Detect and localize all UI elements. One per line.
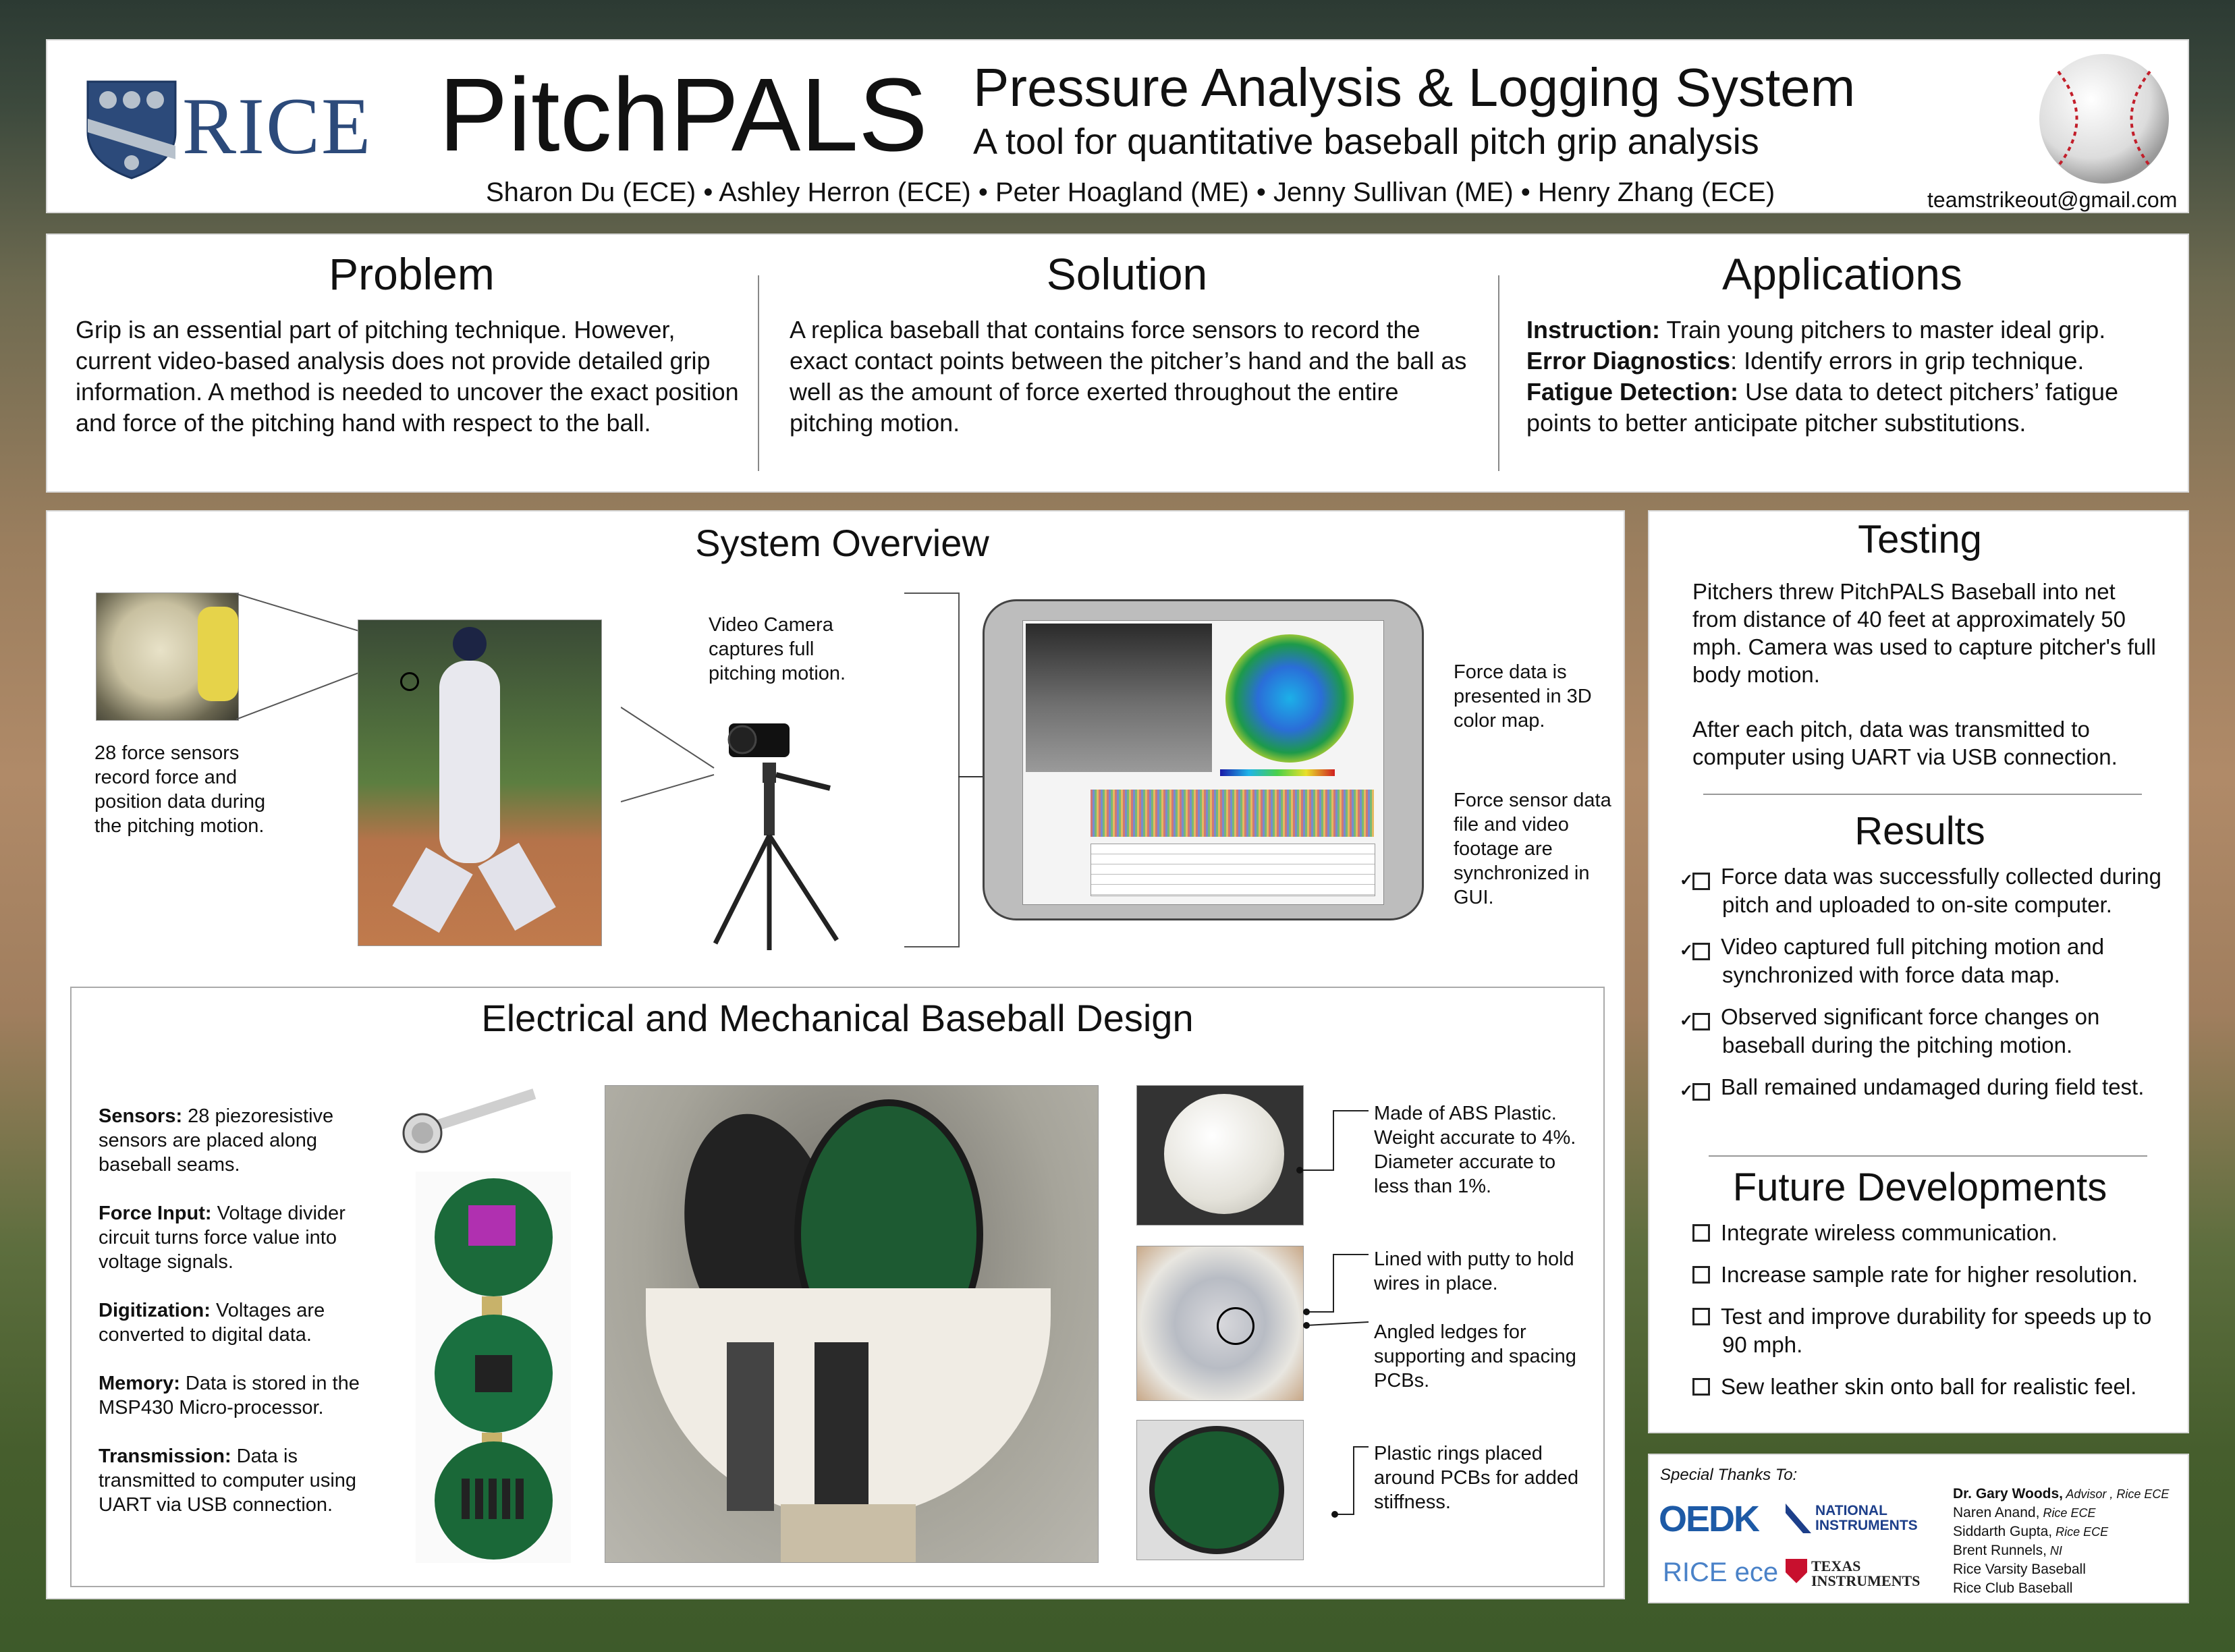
pitcher-photo xyxy=(358,620,602,946)
testing-text-2: After each pitch, data was transmitted to computer using UART via USB connection. xyxy=(1692,717,2118,769)
ni-eagle-icon xyxy=(1783,1501,1814,1536)
design-item: Memory: Data is stored in the MSP430 Micro-processor. xyxy=(99,1373,360,1419)
bracket xyxy=(904,593,960,947)
thanks-heading: Special Thanks To: xyxy=(1660,1466,1798,1484)
future-heading: Future Developments xyxy=(1732,1165,2107,1209)
thanks-person: Siddarth Gupta, Rice ECE xyxy=(1953,1524,2109,1539)
checked-box-icon: ✓ xyxy=(1692,1083,1710,1101)
divider xyxy=(1703,794,2142,795)
design-item: Digitization: Voltages are converted to digital data. xyxy=(99,1300,325,1346)
video-frame xyxy=(1026,624,1212,772)
poster-subtitle: Pressure Analysis & Logging System xyxy=(973,57,1856,117)
rings-caption: Plastic rings placed around PCBs for added stiffness. xyxy=(1374,1443,1579,1513)
design-item: Force Input: Voltage divider circuit turns force value into voltage signals. xyxy=(99,1203,346,1273)
design-heading: Electrical and Mechanical Baseball Design xyxy=(481,997,1194,1039)
application-item: Error Diagnostics: Identify errors in grip technique. xyxy=(1526,347,2085,375)
thanks-people xyxy=(1953,1485,2186,1598)
testing-text-1: Pitchers threw PitchPALS Baseball into net from distance of 40 feet at approximately 50 mph. Camera was used to capture pitcher's full body motion. xyxy=(1692,579,2156,687)
bullet: • xyxy=(703,177,713,207)
connector-lines xyxy=(621,687,715,822)
thanks-person: Brent Runnels, NI xyxy=(1953,1543,2062,1558)
force-plot xyxy=(1091,790,1374,837)
oedk-logo: OEDK xyxy=(1659,1499,1759,1539)
bullet: • xyxy=(978,177,988,207)
team-email: teamstrikeout@gmail.com xyxy=(1927,188,2178,212)
force-caption: Force data is presented in 3D color map. xyxy=(1454,661,1592,732)
thanks-person: Rice Varsity Baseball xyxy=(1953,1562,2086,1577)
camera-caption: Video Camera captures full pitching motion. xyxy=(709,614,846,684)
empty-box-icon xyxy=(1692,1266,1710,1284)
design-list xyxy=(99,1104,382,1517)
result-item: ✓ Force data was successfully collected during pitch and uploaded to on-site computer. xyxy=(1679,864,2161,917)
design-panel xyxy=(70,987,1605,1587)
baseball-icon xyxy=(2031,51,2177,186)
future-item: Increase sample rate for higher resolution. xyxy=(1692,1261,2178,1289)
ledges-caption: Angled ledges for supporting and spacing PCBs. xyxy=(1374,1321,1576,1392)
pcb-stack-photo xyxy=(416,1172,571,1563)
future-item: Sew leather skin onto ball for realistic feel. xyxy=(1692,1373,2178,1401)
design-item: Transmission: Data is transmitted to computer using UART via USB connection. xyxy=(99,1446,357,1516)
author: Jenny Sullivan (ME) xyxy=(1273,177,1514,207)
checked-box-icon: ✓ xyxy=(1692,1013,1710,1030)
divider xyxy=(758,275,759,471)
tripod-camera-icon xyxy=(702,714,864,957)
author: Ashley Herron (ECE) xyxy=(719,177,971,207)
divider xyxy=(1709,1155,2147,1157)
rice-ece-logo: RICE ece xyxy=(1663,1558,1779,1587)
applications-heading: Applications xyxy=(1722,249,1962,299)
force-sensor-icon xyxy=(389,1082,551,1157)
results-heading: Results xyxy=(1854,809,1985,853)
ti-chip-icon xyxy=(1783,1556,1810,1586)
application-item: Instruction: Train young pitchers to master ideal grip. xyxy=(1526,316,2106,343)
thanks-person: Dr. Gary Woods, Advisor , Rice ECE xyxy=(1953,1486,2170,1502)
author: Henry Zhang (ECE) xyxy=(1537,177,1775,207)
testing-panel xyxy=(1648,510,2189,1433)
future-item: Integrate wireless communication. xyxy=(1692,1219,2178,1247)
testing-heading: Testing xyxy=(1858,518,1982,561)
problem-heading: Problem xyxy=(329,249,495,299)
problem-text: Grip is an essential part of pitching technique. However, current video-based analysis does not provide detailed grip information. A method is needed to uncover the exact position and force of the pitching hand with respect to the ball. xyxy=(76,316,739,437)
author: Sharon Du (ECE) xyxy=(486,177,696,207)
rice-logo-text: RICE xyxy=(182,81,373,171)
overview-heading: System Overview xyxy=(695,522,989,564)
leader-lines xyxy=(1219,1103,1374,1535)
result-item: ✓ Ball remained undamaged during field test. xyxy=(1679,1074,2145,1100)
overview-panel xyxy=(46,510,1625,1599)
divider xyxy=(1498,275,1499,471)
intro-panel xyxy=(46,233,2189,493)
future-list xyxy=(1692,1219,2178,1414)
result-item: ✓ Video captured full pitching motion and synchronized with force data map. xyxy=(1679,934,2105,987)
abs-caption: Made of ABS Plastic. Weight accurate to 4%. Diameter accurate to less than 1%. xyxy=(1374,1103,1576,1197)
future-item: Test and improve durability for speeds up to 90 mph. xyxy=(1692,1302,2178,1359)
solution-heading: Solution xyxy=(1046,249,1208,299)
thanks-panel: Special Thanks To: OEDK NATIONAL INSTRUMENTS RICE ece TEXAS INSTRUMENTS Dr. Gary Woods, Advisor , Rice ECE Naren Anand, Rice ECE Siddarth Gupta, Rice ECE Brent Runnels, NI Rice Varsity Baseball Rice Club Baseball xyxy=(1648,1454,2189,1603)
result-item: ✓ Observed significant force changes on baseball during the pitching motion. xyxy=(1679,1004,2100,1057)
author: Peter Hoagland (ME) xyxy=(995,177,1249,207)
sensor-caption: 28 force sensors record force and position data during the pitching motion. xyxy=(94,742,266,837)
putty-caption: Lined with putty to hold wires in place. xyxy=(1374,1248,1574,1294)
applications-list xyxy=(1526,314,2174,439)
thanks-person: Naren Anand, Rice ECE xyxy=(1953,1505,2096,1520)
sensor-ball-photo xyxy=(96,593,239,721)
checked-box-icon: ✓ xyxy=(1692,943,1710,960)
application-item: Fatigue Detection: Use data to detect pitchers’ fatigue points to better anticipate pitcher substitutions. xyxy=(1526,378,2119,437)
assembled-ball-photo xyxy=(605,1085,1099,1563)
poster-title: PitchPALS xyxy=(439,57,928,173)
header-panel xyxy=(46,39,2189,213)
solution-text: A replica baseball that contains force sensors to record the exact contact points between the pitcher’s hand and the ball as well as the amount of force exerted throughout the entire pitching motion. xyxy=(790,316,1467,437)
gui-screenshot xyxy=(983,599,1424,920)
bullet: • xyxy=(1520,177,1530,207)
author-list xyxy=(486,175,1775,209)
poster-tagline: A tool for quantitative baseball pitch grip analysis xyxy=(973,121,1759,162)
sync-caption: Force sensor data file and video footage are synchronized in GUI. xyxy=(1454,790,1611,908)
thanks-person: Rice Club Baseball xyxy=(1953,1580,2073,1596)
rice-shield-icon xyxy=(84,78,179,180)
force-color-map xyxy=(1225,634,1354,763)
bullet: • xyxy=(1256,177,1266,207)
empty-box-icon xyxy=(1692,1308,1710,1325)
design-item: Sensors: 28 piezoresistive sensors are placed along baseball seams. xyxy=(99,1105,334,1176)
results-list xyxy=(1679,862,2165,1115)
checked-box-icon: ✓ xyxy=(1692,873,1710,890)
empty-box-icon xyxy=(1692,1224,1710,1242)
empty-box-icon xyxy=(1692,1378,1710,1396)
